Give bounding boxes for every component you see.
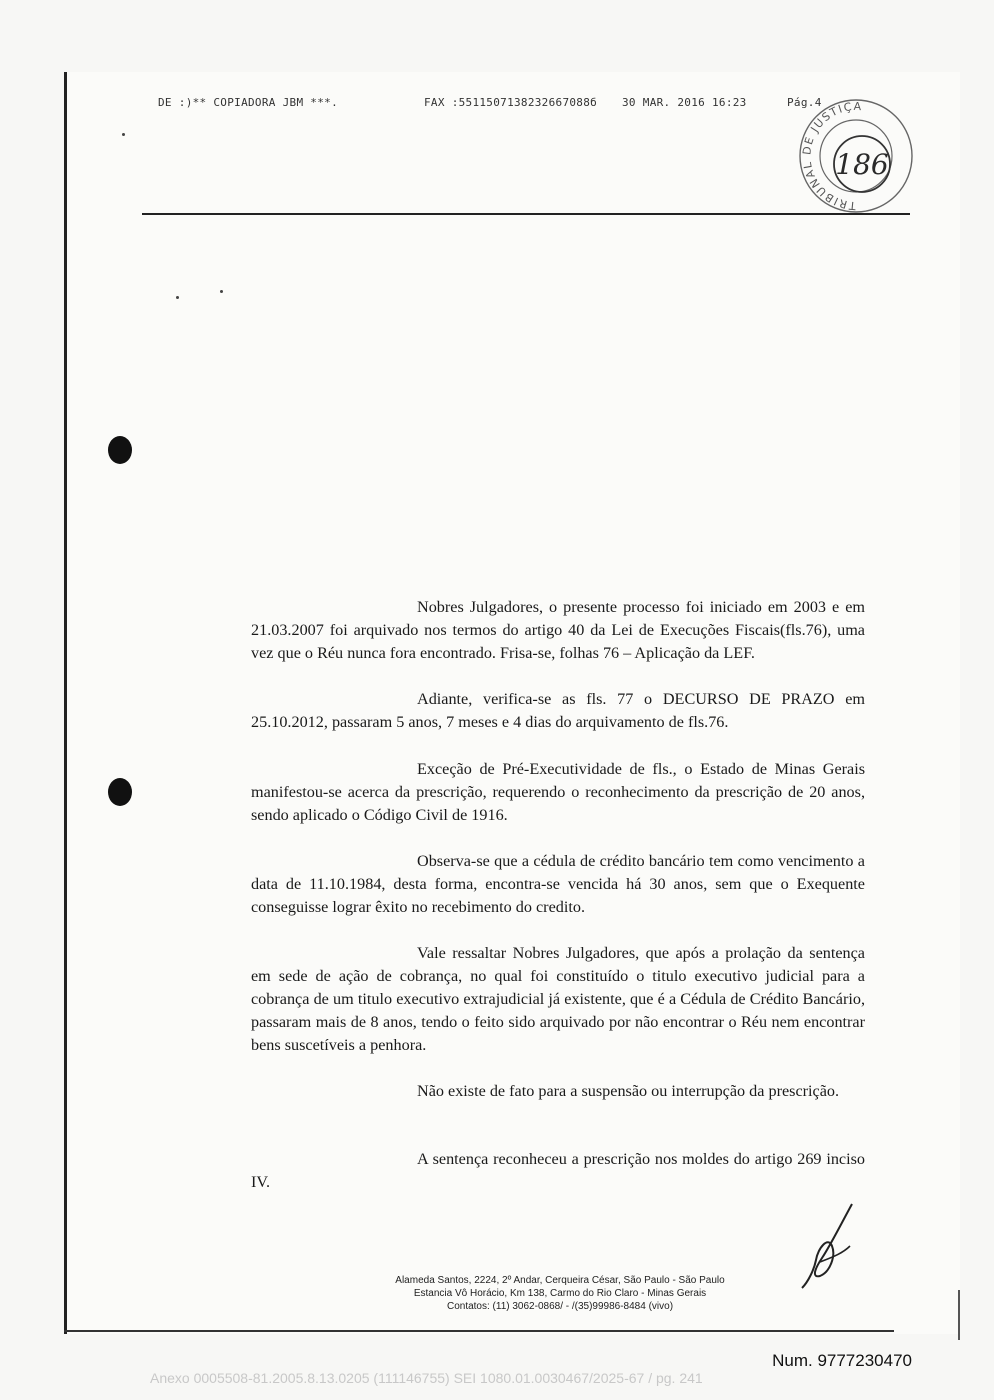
punch-hole-bottom bbox=[108, 778, 132, 806]
fax-page: Pág.4 bbox=[787, 96, 822, 109]
footer-address bbox=[340, 1274, 780, 1313]
speck bbox=[176, 296, 179, 299]
handwritten-signature bbox=[790, 1196, 870, 1296]
paragraph-7: A sentença reconheceu a prescrição nos moldes do artigo 269 inciso IV. bbox=[251, 1150, 865, 1191]
page-left-border bbox=[64, 72, 67, 1334]
annex-watermark: Anexo 0005508-81.2005.8.13.0205 (111146755) SEI 1080.01.0030467/2025-67 / pg. 241 bbox=[150, 1370, 703, 1386]
fax-number: FAX :5511507138232667088б bbox=[424, 96, 598, 109]
footer-address-line-2: Estancia Vô Horácio, Km 138, Carmo do Rio Claro - Minas Gerais bbox=[413, 1288, 707, 1299]
speck bbox=[220, 290, 223, 293]
paragraph-3: Exceção de Pré-Executividade de fls., o Estado de Minas Gerais manifestou-se acerca da prescrição, requerendo o reconhecimento da prescrição de 20 anos, sendo aplicado o Código Civil de 1916. bbox=[251, 760, 865, 824]
page-right-edge bbox=[958, 1290, 960, 1340]
fax-date: 30 MAR. 2016 16:23 bbox=[622, 96, 747, 109]
punch-hole-top bbox=[108, 436, 132, 464]
paragraph-5: Vale ressaltar Nobres Julgadores, que após a prolação da sentença em sede de ação de cobrança, no qual foi constituído o titulo executivo judicial para a cobrança de um titulo executivo extrajudicial já existente, que é a Cédula de Crédito Bancário, passaram mais de 8 anos, tendo o feito sido arquivado por não encontrar o Réu nem encontrar bens suscetíveis a penhora. bbox=[251, 944, 865, 1054]
court-seal-stamp bbox=[786, 92, 926, 222]
footer-contacts: Contatos: (11) 3062-0868/ - /(35)99986-8484 (vivo) bbox=[446, 1301, 674, 1312]
seal-page-number: 186 bbox=[835, 148, 889, 181]
paragraph-4: Observa-se que a cédula de crédito bancário tem como vencimento a data de 11.10.1984, desta forma, encontra-se vencida há 30 anos, sem que o Exequente conseguisse lograr êxito no recebimento do credito. bbox=[251, 852, 865, 916]
seal-text: TRIBUNAL DE JUSTIÇA bbox=[800, 99, 863, 213]
page-bottom-border bbox=[64, 1330, 894, 1332]
speck bbox=[122, 133, 125, 136]
document-number: Num. 9777230470 bbox=[772, 1351, 912, 1370]
footer-address-line-1: Alameda Santos, 2224, 2º Andar, Cerqueira César, São Paulo - São Paulo bbox=[395, 1275, 725, 1286]
paragraph-1: Nobres Julgadores, o presente processo foi iniciado em 2003 e em 21.03.2007 foi arquivado nos termos do artigo 40 da Lei de Execuções Fiscais(fls.76), uma vez que o Réu nunca fora encontrado. Frisa-se, folhas 76 – Aplicação da LEF. bbox=[251, 598, 865, 662]
fax-sender: DE :)** COPIADORA JBM ***. bbox=[158, 96, 338, 109]
paragraph-6: Não existe de fato para a suspensão ou interrupção da prescrição. bbox=[417, 1082, 840, 1100]
paragraph-2: Adiante, verifica-se as fls. 77 o DECURSO DE PRAZO em 25.10.2012, passaram 5 anos, 7 meses e 4 dias do arquivamento de fls.76. bbox=[251, 690, 865, 731]
